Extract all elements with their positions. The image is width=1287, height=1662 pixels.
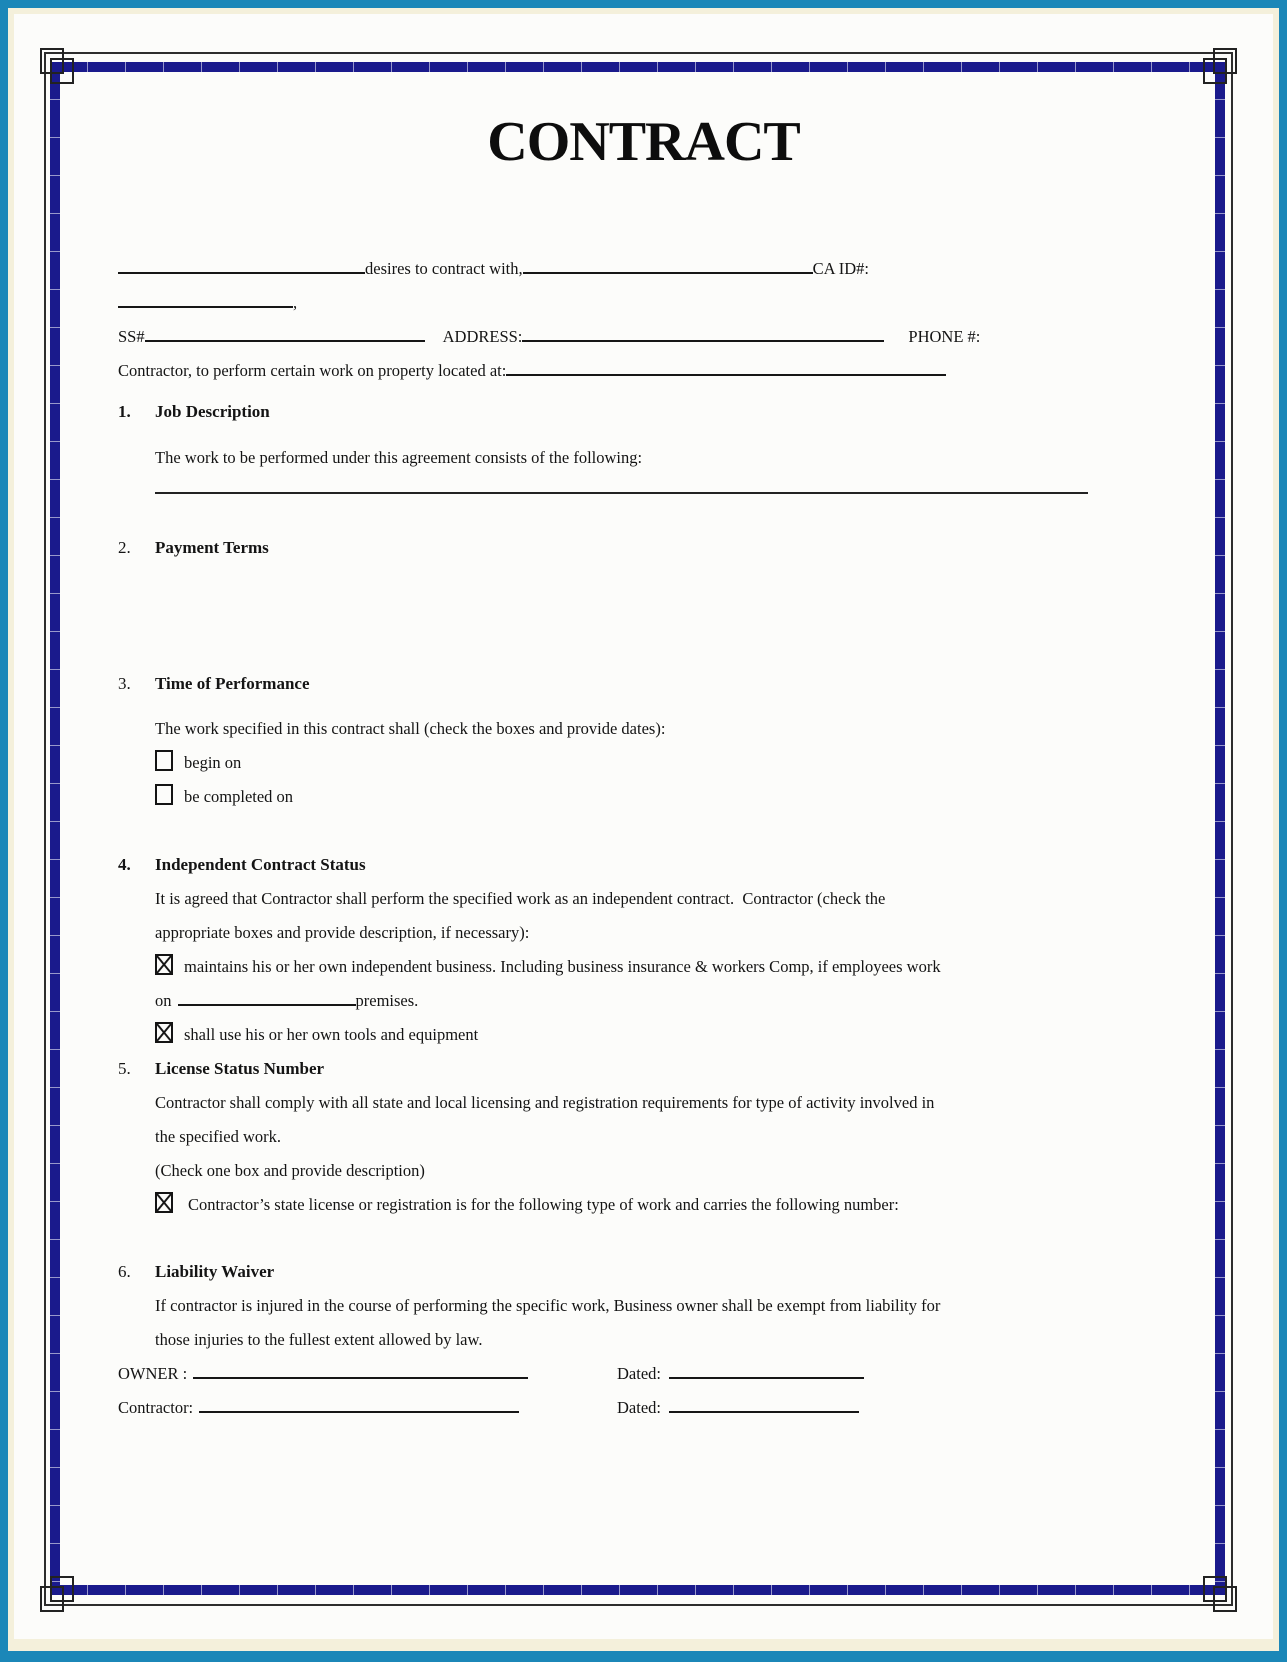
contract-with-blank[interactable] <box>523 253 813 274</box>
state-license-label: Contractor’s state license or registration is for the following type of work and carries the following number: <box>188 1195 899 1214</box>
state-license-row <box>118 1188 1093 1222</box>
ss-blank[interactable] <box>145 321 425 342</box>
continuation-blank[interactable] <box>118 287 293 308</box>
section-3-heading <box>118 667 1093 701</box>
owner-dated-group <box>617 1357 864 1391</box>
corner-ornament-br-b <box>1203 1576 1227 1602</box>
owner-dated-blank[interactable] <box>669 1358 864 1379</box>
address-blank[interactable] <box>522 321 884 342</box>
section-3-number: 3. <box>118 674 131 693</box>
ca-id-label: CA ID#: <box>812 259 870 278</box>
section-5-number: 5. <box>118 1059 131 1078</box>
corner-ornament-bl-b <box>50 1576 74 1602</box>
section-1-heading <box>118 395 1093 429</box>
owner-label: OWNER : <box>118 1364 188 1383</box>
section-6-title: Liability Waiver <box>155 1262 275 1281</box>
desires-text: desires to contract with, <box>365 259 523 278</box>
section-5-heading <box>118 1052 1093 1086</box>
section-3-title: Time of Performance <box>155 674 310 693</box>
section-4-heading <box>118 848 1093 882</box>
located-text: Contractor, to perform certain work on property located at: <box>118 361 507 380</box>
section-1-title: Job Description <box>155 402 270 421</box>
section-5-title: License Status Number <box>155 1059 325 1078</box>
section-2-heading <box>118 531 1093 565</box>
contractor-signature-row <box>118 1391 1093 1425</box>
address-label: ADDRESS: <box>442 327 523 346</box>
own-tools-label: shall use his or her own tools and equipment <box>184 1025 479 1044</box>
begin-on-label: begin on <box>184 753 242 772</box>
contract-body <box>118 252 1093 1425</box>
job-description-fill-line[interactable] <box>155 492 1088 494</box>
section-5-body-line-2: the specified work. <box>155 1127 281 1146</box>
section-2-title: Payment Terms <box>155 538 269 557</box>
section-1-number: 1. <box>118 402 131 421</box>
section-5-body-line-1: Contractor shall comply with all state and local licensing and registration requirements for type of activity involved in <box>155 1093 935 1112</box>
premises-post-text: premises. <box>355 991 419 1010</box>
navy-border-left <box>50 62 60 1595</box>
section-3-body: The work specified in this contract shall (check the boxes and provide dates): <box>155 719 666 738</box>
ss-label: SS# <box>118 327 145 346</box>
owner-signature-row <box>118 1357 1093 1391</box>
page-title: CONTRACT <box>487 111 800 173</box>
premises-row <box>118 984 1093 1018</box>
section-5-body-line-3: (Check one box and provide description) <box>155 1161 425 1180</box>
maintains-business-row <box>118 950 1093 984</box>
own-tools-checkbox[interactable] <box>155 1022 173 1043</box>
intro-line-2 <box>118 286 1093 320</box>
premises-pre-text: on <box>155 991 172 1010</box>
section-4-body-line-1: It is agreed that Contractor shall perform the specified work as an independent contract. Contractor (check the <box>155 889 886 908</box>
begin-on-row <box>118 746 1093 780</box>
navy-border-top <box>50 62 1225 72</box>
contractor-label: Contractor: <box>118 1398 194 1417</box>
owner-dated-label: Dated: <box>617 1364 661 1383</box>
maintains-business-checkbox[interactable] <box>155 954 173 975</box>
corner-ornament-tr-b <box>1203 58 1227 84</box>
section-1-body: The work to be performed under this agreement consists of the following: <box>155 448 643 467</box>
contractor-dated-blank[interactable] <box>669 1392 859 1413</box>
section-6-body-line-1: If contractor is injured in the course of performing the specific work, Business owner shall be exempt from liability for <box>155 1296 941 1315</box>
section-4-number: 4. <box>118 855 131 874</box>
navy-border-right <box>1215 62 1225 1595</box>
be-completed-on-label: be completed on <box>184 787 294 806</box>
maintains-business-label: maintains his or her own independent business. Including business insurance & workers Comp, if employees work <box>184 957 941 976</box>
own-tools-row <box>118 1018 1093 1052</box>
be-completed-on-row <box>118 780 1093 814</box>
section-4-body-line-2: appropriate boxes and provide description, if necessary): <box>155 923 530 942</box>
state-license-checkbox[interactable] <box>155 1192 173 1213</box>
intro-line-1 <box>118 252 1093 286</box>
owner-signature-blank[interactable] <box>193 1358 528 1379</box>
section-4-title: Independent Contract Status <box>155 855 366 874</box>
comma-text: , <box>293 293 298 312</box>
contractor-signature-blank[interactable] <box>199 1392 519 1413</box>
intro-line-4 <box>118 354 1093 388</box>
phone-label: PHONE #: <box>908 327 981 346</box>
navy-border-bottom <box>50 1585 1225 1595</box>
premises-blank[interactable] <box>178 985 356 1006</box>
section-6-body-line-2: those injuries to the fullest extent allowed by law. <box>155 1330 483 1349</box>
section-6-number: 6. <box>118 1262 131 1281</box>
intro-line-3 <box>118 320 1093 354</box>
be-completed-on-checkbox[interactable] <box>155 784 173 805</box>
section-6-heading <box>118 1255 1093 1289</box>
contractor-dated-label: Dated: <box>617 1398 661 1417</box>
contractor-dated-group <box>617 1391 859 1425</box>
begin-on-checkbox[interactable] <box>155 750 173 771</box>
party-name-blank[interactable] <box>118 253 365 274</box>
section-2-number: 2. <box>118 538 131 557</box>
corner-ornament-tl-b <box>50 58 74 84</box>
property-location-blank[interactable] <box>506 355 946 376</box>
